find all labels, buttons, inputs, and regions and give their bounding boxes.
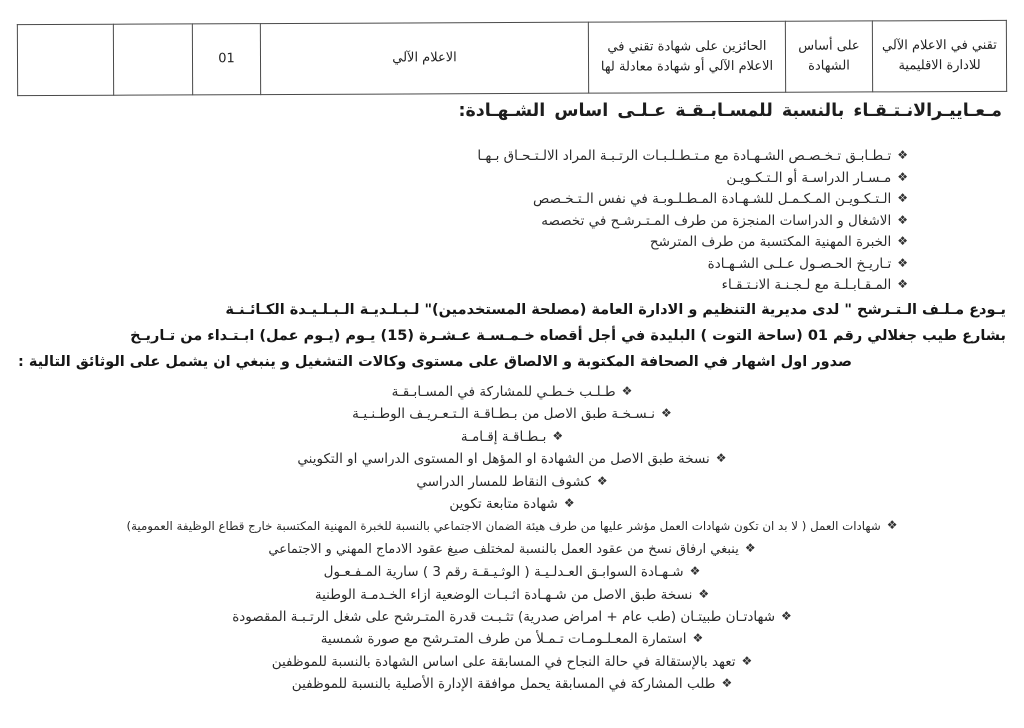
list-item [0, 561, 1024, 583]
diamond-bullet-icon: ❖ [692, 631, 704, 646]
list-item [20, 232, 908, 254]
diamond-bullet-icon: ❖ [715, 451, 727, 466]
table-cell-empty [17, 24, 113, 95]
paragraph-line: بشارع طيب جغلالي رقم 01 (ساحة التوت ) البليدة في أجل أقصاه خـمـسـة عـشـرة (15) يـوم (يـوم عمل) ابـتـداء من تـاريـخ [130, 328, 1006, 344]
diamond-bullet-icon: ❖ [689, 564, 701, 579]
list-item-text: نسخة طبق الاصل من شـهـادة اثـبـات الوضعية ازاء الخـدمـة الوطنية [314, 586, 693, 603]
diamond-bullet-icon: ❖ [897, 234, 908, 248]
list-item-text: شهادة متابعة تكوين [449, 496, 558, 513]
list-item [0, 651, 1024, 673]
list-item [20, 168, 908, 190]
diamond-bullet-icon: ❖ [661, 406, 672, 421]
table-cell-specialty: الاعلام الآلي [260, 22, 588, 94]
submission-paragraph [18, 297, 1006, 375]
table-cell-posts: 01 [192, 24, 260, 95]
list-item-text: المـقـابـلـة مع لـجـنـة الانـتـقـاء [721, 277, 892, 293]
diamond-bullet-icon: ❖ [721, 676, 733, 691]
list-item-text: كشوف النقاط للمسار الدراسي [416, 473, 591, 490]
list-item-text: الـتـكـويـن المـكـمـل للشـهـادة المـطـلـوبـة في نفس الـتـخـصص [533, 191, 892, 207]
list-item-text: تـطـابـق تـخـصـص الشـهـادة مع مـتـطـلـبـات الرتـبـة المراد الالـتـحـاق بـهـا [477, 148, 892, 164]
list-item-text: مـسـار الدراسـة أو الـتـكـويـن [726, 169, 892, 186]
diamond-bullet-icon: ❖ [897, 169, 908, 184]
table-cell-rank: تقني في الاعلام الآلي للادارة الاقليمية [872, 20, 1006, 92]
list-item [20, 275, 908, 297]
table-row [17, 20, 1006, 95]
list-item [0, 493, 1024, 515]
list-item-text: نسخة طبق الاصل من الشهادة او المؤهل او المستوى الدراسي او التكويني [297, 451, 710, 468]
list-item [0, 448, 1024, 470]
list-item-text: الاشغال و الدراسات المنجزة من طرف المـتـرشـح في تخصصه [541, 212, 892, 229]
diamond-bullet-icon: ❖ [563, 496, 575, 511]
list-item [0, 381, 1024, 403]
documents-list [0, 381, 1024, 696]
list-item-text: طلب المشاركة في المسابقة يحمل موافقة الإدارة الأصلية بالنسبة للموظفين [291, 676, 716, 693]
list-item-text: تـاريـخ الحـصـول عـلـى الشـهـادة [707, 255, 892, 272]
list-item-text: شهادات العمل ( لا بد ان تكون شهادات العمل مؤشر عليها من طرف هيئة الضمان الاجتماعي بالنسبة للخبرة المهنية المكتسبة خارج قطاع الوظيفة العمومية) [126, 519, 881, 534]
diamond-bullet-icon: ❖ [744, 540, 756, 555]
list-item [0, 471, 1024, 493]
paragraph-line: يـودع مـلـف الـتـرشح " لدى مديرية التنظيم و الادارة العامة (مصلحة المستخدمين)" لـبـلـديـة الـبـلـيـدة الكـائـنـة [225, 302, 1006, 318]
list-item-text: تعهد بالإستقالة في حالة النجاح في المسابقة على اساس الشهادة بالنسبة للموظفين [271, 653, 736, 670]
list-item-text: الخبرة المهنية المكتسبة من طرف المترشح [649, 234, 892, 250]
recruitment-table [17, 20, 1007, 96]
diamond-bullet-icon: ❖ [741, 653, 753, 668]
list-item [0, 538, 1024, 561]
list-item-text: نـسـخـة طبق الاصل من بـطـاقـة الـتـعـريـف الوطـنـيـة [352, 406, 656, 423]
list-item-text: شـهـادة السوابـق العـدلـيـة ( الوثـيـقـة رقم 3 ) سارية المـفـعـول [323, 564, 684, 581]
list-item [20, 211, 908, 233]
diamond-bullet-icon: ❖ [897, 277, 908, 291]
diamond-bullet-icon: ❖ [897, 255, 908, 270]
list-item-text: استمارة المعـلـومـات تـمـلأ من طرف المتـرشح مع صورة شمسية [320, 631, 687, 648]
criteria-heading: مـعـاييـرالانـتـقـاء بالنسبة للمسـابـقـة عـلـى اساس الشـهـادة: [458, 101, 1002, 121]
diamond-bullet-icon: ❖ [886, 518, 898, 533]
diamond-bullet-icon: ❖ [552, 428, 564, 443]
list-item-text: شهادتـان طبيتـان (طب عام + امراض صدرية) تثـبـت قدرة المتـرشح على شغل الرتـبـة المقصودة [232, 609, 776, 626]
table-cell-empty [113, 24, 192, 95]
diamond-bullet-icon: ❖ [698, 586, 710, 601]
paragraph-line: صدور اول اشهار في الصحافة المكتوبة و الالصاق على مستوى وكالات التشغيل و ينبغي ان يشمل على الوثائق التالية : [18, 354, 853, 370]
diamond-bullet-icon: ❖ [596, 473, 608, 488]
list-item [0, 584, 1024, 606]
list-item [0, 426, 1024, 448]
list-item [0, 403, 1024, 425]
diamond-bullet-icon: ❖ [621, 384, 633, 398]
list-item-text: ينبغي ارفاق نسخ من عقود العمل بالنسبة لمختلف صيغ عقود الادماج المهني و الاجتماعي [268, 541, 739, 557]
table-cell-basis: على أساس الشهادة [785, 21, 872, 92]
diamond-bullet-icon: ❖ [781, 609, 792, 624]
diamond-bullet-icon: ❖ [897, 191, 908, 205]
list-item [0, 606, 1024, 628]
diamond-bullet-icon: ❖ [897, 212, 908, 227]
list-item [0, 515, 1024, 537]
list-item [20, 189, 908, 211]
list-item [0, 673, 1024, 695]
list-item [0, 628, 1024, 650]
criteria-list [20, 146, 908, 297]
list-item-text: بـطـاقـة إقـامـة [460, 428, 547, 445]
list-item [20, 146, 908, 168]
table-cell-condition: الحائزين على شهادة تقني في الاعلام الآلي أو شهادة معادلة لها [588, 21, 785, 93]
list-item-text: طـلـب خـطـي للمشاركة في المسـابـقـة [391, 384, 616, 400]
list-item [20, 254, 908, 276]
diamond-bullet-icon: ❖ [897, 148, 908, 162]
